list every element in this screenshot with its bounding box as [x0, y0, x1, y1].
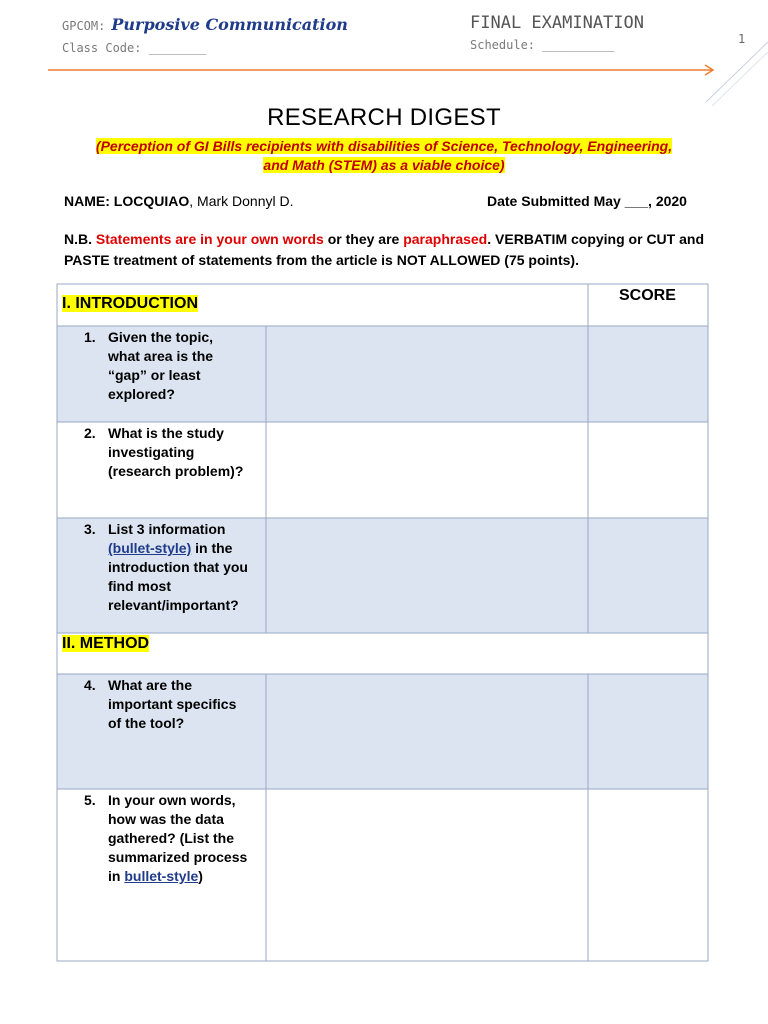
question-number: 5.	[84, 792, 96, 808]
question-3	[84, 520, 264, 615]
bullet-style-link: bullet-style	[124, 868, 199, 884]
score-header: SCORE	[619, 287, 676, 304]
score-cell-1[interactable]	[589, 327, 707, 421]
question-5	[84, 791, 264, 886]
name-first: , Mark Donnyl D.	[189, 193, 294, 209]
question-4	[84, 676, 264, 733]
answer-cell-3[interactable]	[267, 519, 587, 632]
name-label: NAME	[64, 193, 106, 209]
nb-prefix: N.B.	[64, 231, 96, 247]
nb-rest: . VERBATIM copying or CUT and PASTE treatment of statements from the article is NOT ALLOWED (75 points).	[64, 231, 704, 268]
question-1	[84, 328, 264, 404]
nb-own-words: Statements are in your own words	[95, 231, 324, 247]
question-text: Given the topic, what area is the “gap” or least explored?	[108, 329, 214, 402]
answer-cell-4[interactable]	[267, 675, 587, 788]
question-number: 4.	[84, 677, 96, 693]
page-title: RESEARCH DIGEST	[267, 104, 501, 131]
nb-or: or they are	[323, 231, 404, 247]
date-submitted: Date Submitted May ___, 2020	[487, 193, 687, 209]
subtitle-line-1: (Perception of GI Bills recipients with disabilities of Science, Technology, Engineering,	[95, 138, 673, 154]
question-text: What are the important specifics of the tool?	[108, 677, 237, 731]
section-introduction-label: I. INTRODUCTION	[62, 295, 198, 312]
schedule: Schedule: __________	[470, 38, 615, 52]
question-text: What is the study investigating (research problem)?	[108, 425, 244, 479]
exam-label: FINAL EXAMINATION	[470, 13, 644, 33]
course-code: GPCOM:	[62, 19, 106, 33]
question-number: 1.	[84, 329, 96, 345]
question-text-end: )	[198, 868, 203, 884]
class-code: Class Code: ________	[62, 41, 207, 55]
section-method-label: II. METHOD	[62, 635, 150, 652]
question-text: In your own words, how was the data gathered? (List the summarized process in	[108, 792, 248, 884]
answer-cell-5[interactable]	[267, 790, 587, 960]
subtitle-line-2: and Math (STEM) as a viable choice)	[263, 157, 505, 173]
section-method	[62, 635, 149, 653]
answer-cell-1[interactable]	[267, 327, 587, 421]
nb-paraphrased: paraphrased	[403, 231, 488, 247]
student-name: NAME: LOCQUIAO, Mark Donnyl D.	[64, 193, 294, 209]
answer-cell-2[interactable]	[267, 423, 587, 517]
name-last: LOCQUIAO	[113, 193, 190, 209]
section-introduction	[62, 295, 198, 313]
question-text-end: in the introduction that you find most relevant/important?	[108, 540, 248, 613]
score-cell-4[interactable]	[589, 675, 707, 788]
question-number: 2.	[84, 425, 96, 441]
question-2	[84, 424, 264, 481]
score-cell-5[interactable]	[589, 790, 707, 960]
question-text: List 3 information	[108, 521, 226, 537]
page-number: 1	[738, 32, 746, 46]
course-name: Purposive Communication	[111, 15, 348, 34]
score-cell-3[interactable]	[589, 519, 707, 632]
score-cell-2[interactable]	[589, 423, 707, 517]
question-number: 3.	[84, 521, 96, 537]
bullet-style-link: (bullet-style)	[108, 540, 192, 556]
